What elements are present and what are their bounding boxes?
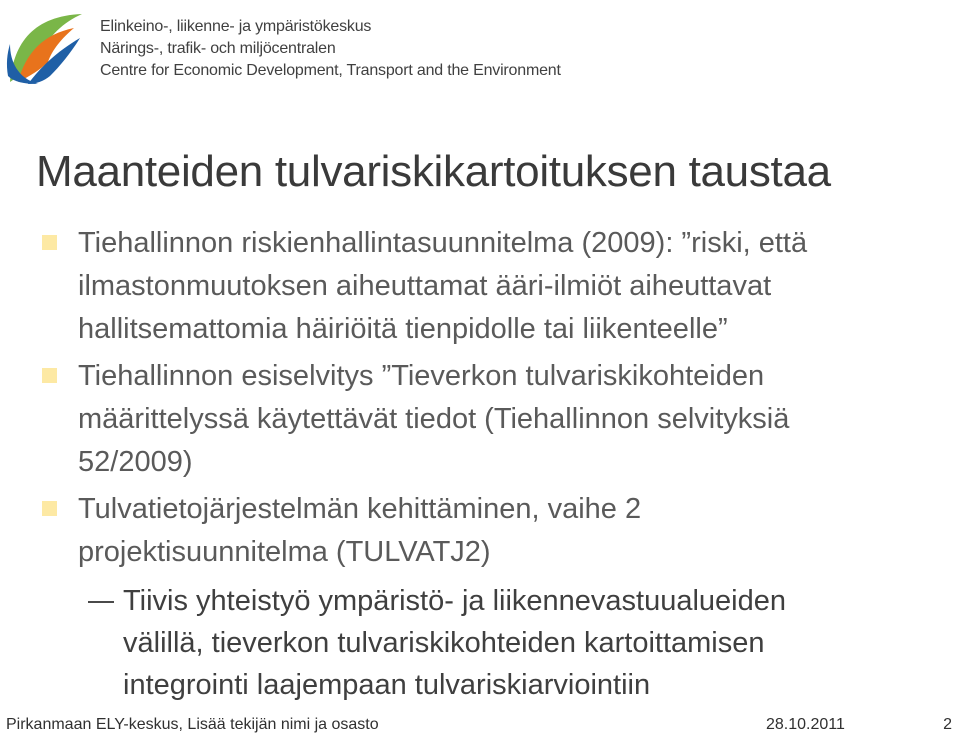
bullet-item xyxy=(0,222,960,351)
bullet-list xyxy=(0,222,960,706)
bullet-item xyxy=(0,355,960,484)
bullet-line: Tulvatietojärjestelmän kehittäminen, vaihe 2 xyxy=(78,493,642,525)
sub-bullet-line: välillä, tieverkon tulvariskikohteiden kartoittamisen xyxy=(123,627,765,659)
square-bullet-icon xyxy=(42,368,57,383)
bullet-line: hallitsemattomia häiriöitä tienpidolle tai liikenteelle” xyxy=(78,313,728,345)
bullet-line: Tiehallinnon riskienhallintasuunnitelma (2009): ”riski, että xyxy=(78,227,808,259)
ely-centre-logo-icon xyxy=(4,4,88,88)
bullet-line: 52/2009) xyxy=(78,446,193,478)
bullet-line: määrittelyssä käytettävät tiedot (Tiehallinnon selvityksiä xyxy=(78,403,790,435)
bullet-line: projektisuunnitelma (TULVATJ2) xyxy=(78,536,491,568)
bullet-line: ilmastonmuutoksen aiheuttamat ääri-ilmiöt aiheuttavat xyxy=(78,270,772,302)
org-name-fi: Elinkeino-, liikenne- ja ympäristökeskus xyxy=(100,18,372,35)
sub-bullet-line: Tiivis yhteistyö ympäristö- ja liikennevastuualueiden xyxy=(123,585,787,617)
sub-bullet-line: integrointi laajempaan tulvariskiarviointiin xyxy=(123,669,651,701)
org-name-en: Centre for Economic Development, Transport and the Environment xyxy=(100,62,561,79)
org-name-sv: Närings-, trafik- och miljöcentralen xyxy=(100,40,336,57)
slide-title: Maanteiden tulvariskikartoituksen taustaa xyxy=(36,147,831,196)
sub-bullet-item xyxy=(0,580,960,706)
organization-names xyxy=(100,16,561,82)
footer-date: 28.10.2011 xyxy=(766,716,845,733)
slide-footer xyxy=(0,714,960,736)
square-bullet-icon xyxy=(42,235,57,250)
square-bullet-icon xyxy=(42,501,57,516)
bullet-item xyxy=(0,488,960,574)
footer-author: Pirkanmaan ELY-keskus, Lisää tekijän nimi ja osasto xyxy=(6,716,379,733)
dash-bullet-icon xyxy=(88,601,114,603)
bullet-line: Tiehallinnon esiselvitys ”Tieverkon tulvariskikohteiden xyxy=(78,360,765,392)
page-number: 2 xyxy=(943,716,952,733)
